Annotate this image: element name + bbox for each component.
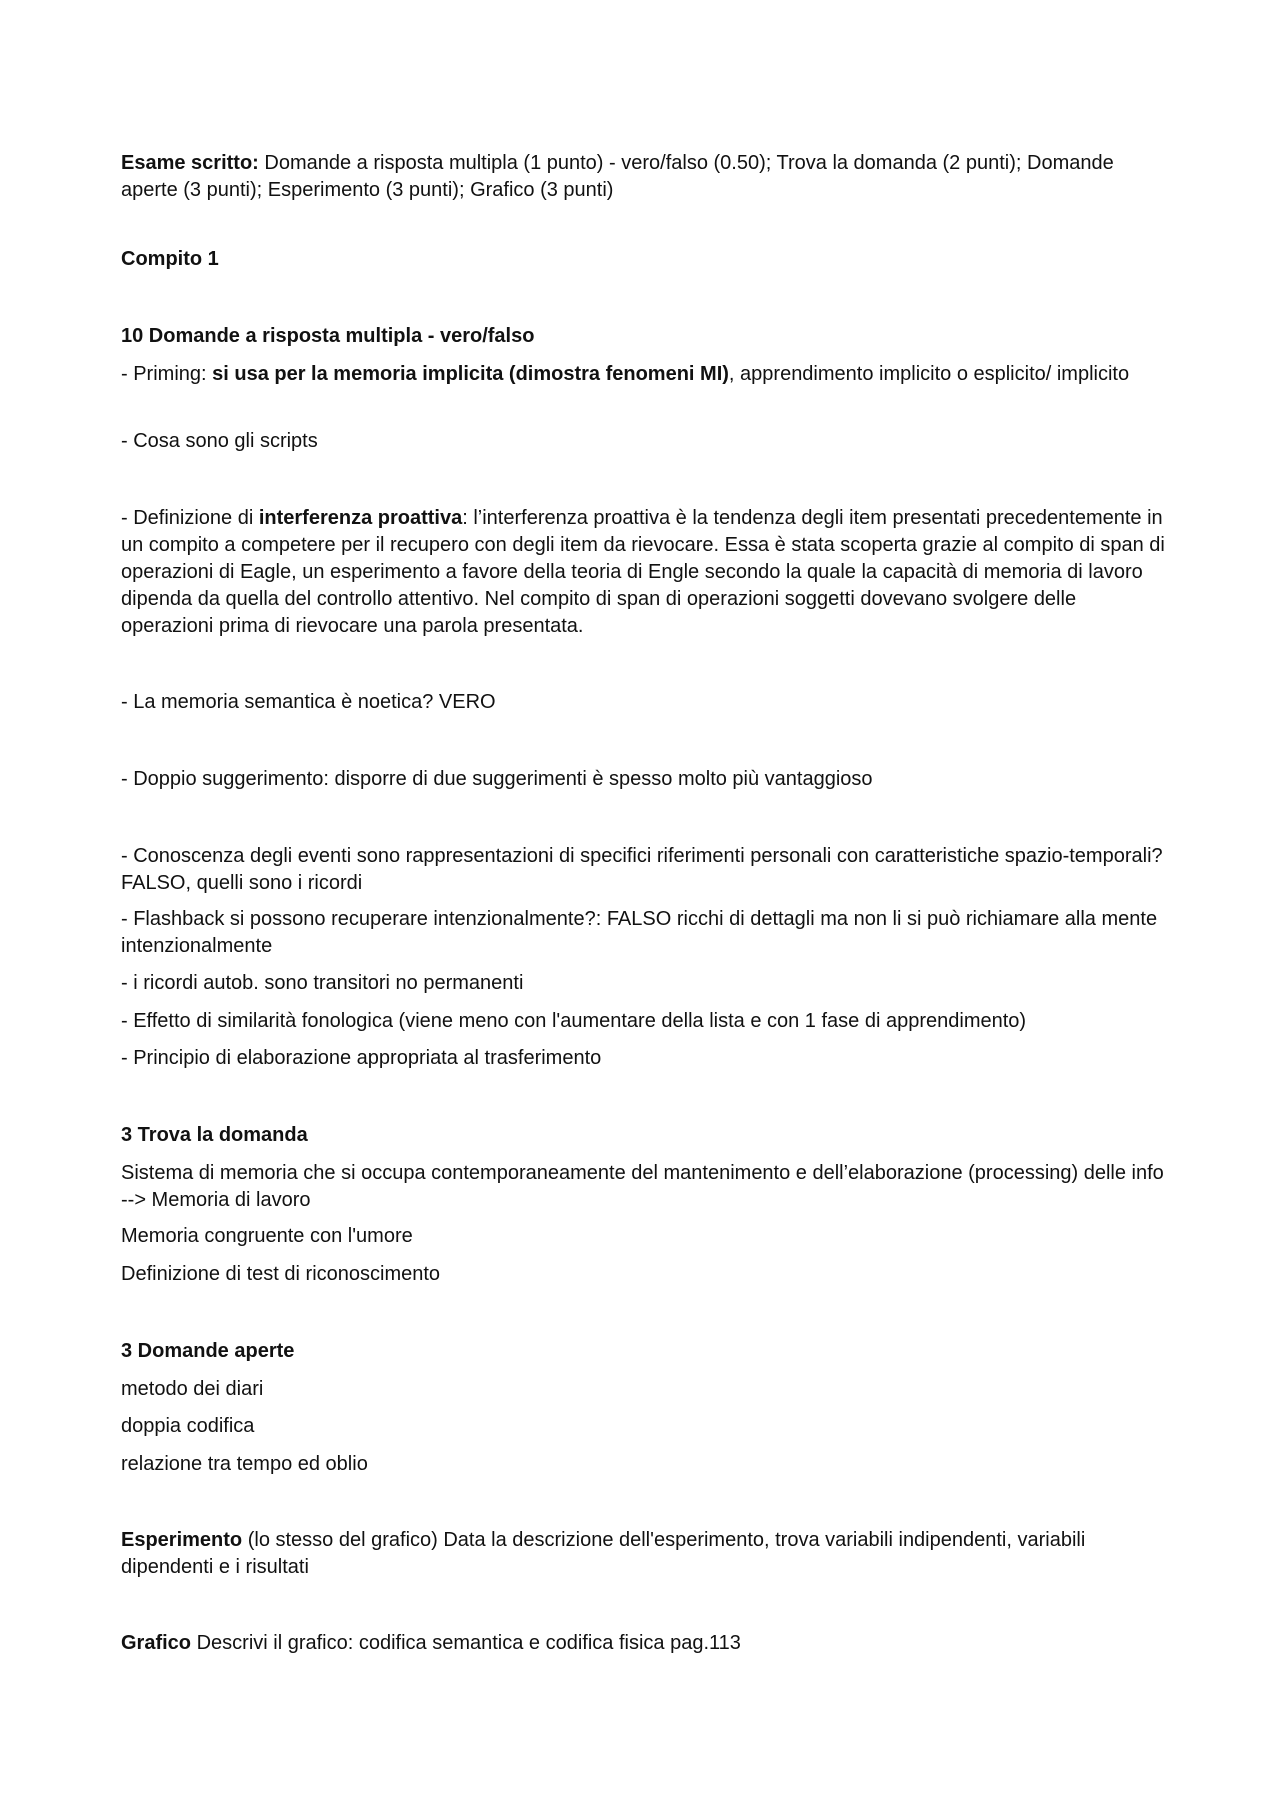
priming-intro: - Priming: bbox=[121, 363, 213, 385]
effetto-item: - Effetto di similarità fonologica (viene meno con l'aumentare della lista e con 1 fase di apprendimento) bbox=[121, 1010, 1027, 1032]
scripts-item: - Cosa sono gli scripts bbox=[121, 430, 318, 452]
priming-rest: , apprendimento implicito o esplicito/ implicito bbox=[728, 363, 1130, 385]
mc-heading: 10 Domande a risposta multipla - vero/falso bbox=[121, 325, 535, 347]
esperimento-label: Esperimento bbox=[121, 1529, 243, 1551]
exam-label: Esame scritto: bbox=[121, 152, 259, 174]
aperte-item: metodo dei diari bbox=[121, 1378, 264, 1400]
grafico-section bbox=[121, 1630, 1171, 1657]
trova-item: Definizione di test di riconoscimento bbox=[121, 1263, 441, 1285]
priming-bold: si usa per la memoria implicita (dimostra fenomeni MI) bbox=[212, 363, 729, 385]
doppio-item: - Doppio suggerimento: disporre di due suggerimenti è spesso molto più vantaggioso bbox=[121, 768, 873, 790]
interferenza-item bbox=[121, 505, 1171, 640]
priming-item bbox=[121, 361, 1171, 388]
compito-title: Compito 1 bbox=[121, 248, 219, 270]
aperte-item: relazione tra tempo ed oblio bbox=[121, 1453, 368, 1475]
semantica-item: - La memoria semantica è noetica? VERO bbox=[121, 691, 496, 713]
interferenza-bold: interferenza proattiva bbox=[258, 507, 463, 529]
interferenza-intro: - Definizione di bbox=[121, 507, 259, 529]
ricordi-item: - i ricordi autob. sono transitori no permanenti bbox=[121, 972, 524, 994]
exam-text: Domande a risposta multipla (1 punto) - vero/falso (0.50); Trova la domanda (2 punti); Domande aperte (3 punti); Esperimento (3 punti); Grafico (3 punti) bbox=[121, 152, 1114, 201]
grafico-label: Grafico bbox=[121, 1632, 192, 1654]
principio-item: - Principio di elaborazione appropriata al trasferimento bbox=[121, 1047, 602, 1069]
exam-description bbox=[121, 150, 1171, 204]
esperimento-text: (lo stesso del grafico) Data la descrizione dell'esperimento, trova variabili indipendenti, variabili dipendenti e i risultati bbox=[121, 1529, 1086, 1578]
conoscenza-item: - Conoscenza degli eventi sono rappresentazioni di specifici riferimenti personali con caratteristiche spazio-temporali? FALSO, quelli sono i ricordi bbox=[121, 845, 1163, 894]
trova-heading: 3 Trova la domanda bbox=[121, 1124, 308, 1146]
aperte-heading: 3 Domande aperte bbox=[121, 1340, 295, 1362]
interferenza-definition: : l’interferenza proattiva è la tendenza degli item presentati precedentemente in un compito a competere per il recupero con degli item da rievocare. Essa è stata scoperta grazie al compito di span di operazioni di Eagle, un esperimento a favore della teoria di Engle secondo la quale la capacità di memoria di lavoro dipenda da quella del controllo attentivo. Nel compito di span di operazioni soggetti dovevano svolgere delle operazioni prima di rievocare una parola presentata. bbox=[121, 507, 1165, 637]
trova-item: Memoria congruente con l'umore bbox=[121, 1225, 413, 1247]
esperimento-section bbox=[121, 1527, 1171, 1581]
trova-item: Sistema di memoria che si occupa contemporaneamente del mantenimento e dell’elaborazione (processing) delle info --> Memoria di lavoro bbox=[121, 1162, 1164, 1211]
aperte-item: doppia codifica bbox=[121, 1415, 255, 1437]
grafico-text: Descrivi il grafico: codifica semantica e codifica fisica pag.113 bbox=[191, 1632, 741, 1654]
flashback-item: - Flashback si possono recuperare intenzionalmente?: FALSO ricchi di dettagli ma non li si può richiamare alla mente intenzionalmente bbox=[121, 908, 1158, 957]
